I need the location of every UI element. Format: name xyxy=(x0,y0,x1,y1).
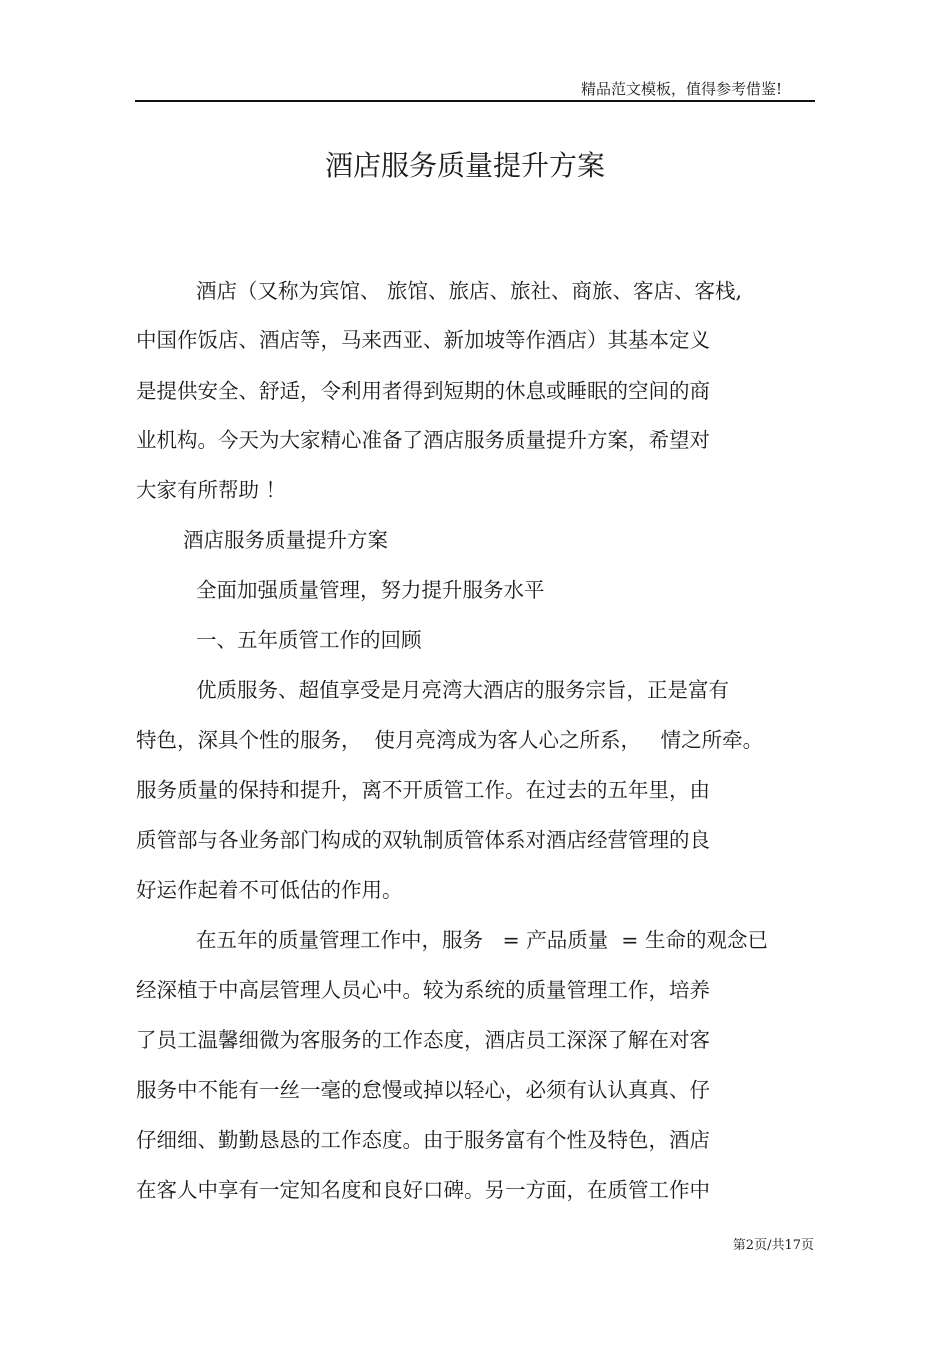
section-heading: 酒店服务质量提升方案 xyxy=(183,528,388,552)
body-line: 经深植于中高层管理人员心中。较为系统的质量管理工作，培养 xyxy=(136,978,710,1002)
header-divider xyxy=(135,100,815,102)
body-line: 好运作起着不可低估的作用。 xyxy=(136,878,403,902)
body-line: 是提供安全、舒适，令利用者得到短期的休息或睡眠的空间的商 xyxy=(136,379,710,403)
page-indicator: 第2页/共17页 xyxy=(732,1238,814,1253)
subheading: 全面加强质量管理，努力提升服务水平 xyxy=(196,578,545,602)
body-line: 特色，深具个性的服务， 使月亮湾成为客人心之所系， 情之所牵。 xyxy=(136,728,764,752)
body-line: 业机构。今天为大家精心准备了酒店服务质量提升方案，希望对 xyxy=(136,428,710,452)
body-line: 了员工温馨细微为客服务的工作态度，酒店员工深深了解在对客 xyxy=(136,1028,710,1052)
body-line: 仔细细、勤勤恳恳的工作态度。由于服务富有个性及特色，酒店 xyxy=(136,1128,710,1152)
document-title: 酒店服务质量提升方案 xyxy=(324,149,605,182)
body-line: 大家有所帮助 ！ xyxy=(136,478,287,502)
body-line: 在客人中享有一定知名度和良好口碑。另一方面，在质管工作中 xyxy=(136,1178,710,1202)
body-line: 酒店（又称为宾馆、 旅馆、旅店、旅社、商旅、客店、客栈, xyxy=(196,279,743,303)
body-line: 优质服务、超值享受是月亮湾大酒店的服务宗旨，正是富有 xyxy=(196,678,729,702)
body-line: 在五年的质量管理工作中，服务 = 产品质量 = 生命的观念已 xyxy=(196,928,768,952)
section-heading: 一、五年质管工作的回顾 xyxy=(196,628,422,652)
header-text: 精品范文模板，值得参考借鉴! xyxy=(580,80,782,98)
body-line: 服务中不能有一丝一毫的怠慢或掉以轻心，必须有认认真真、仔 xyxy=(136,1078,710,1102)
body-line: 服务质量的保持和提升，离不开质管工作。在过去的五年里，由 xyxy=(136,778,710,802)
body-line: 质管部与各业务部门构成的双轨制质管体系对酒店经营管理的良 xyxy=(136,828,710,852)
body-line: 中国作饭店、酒店等，马来西亚、新加坡等作酒店）其基本定义 xyxy=(136,328,710,352)
